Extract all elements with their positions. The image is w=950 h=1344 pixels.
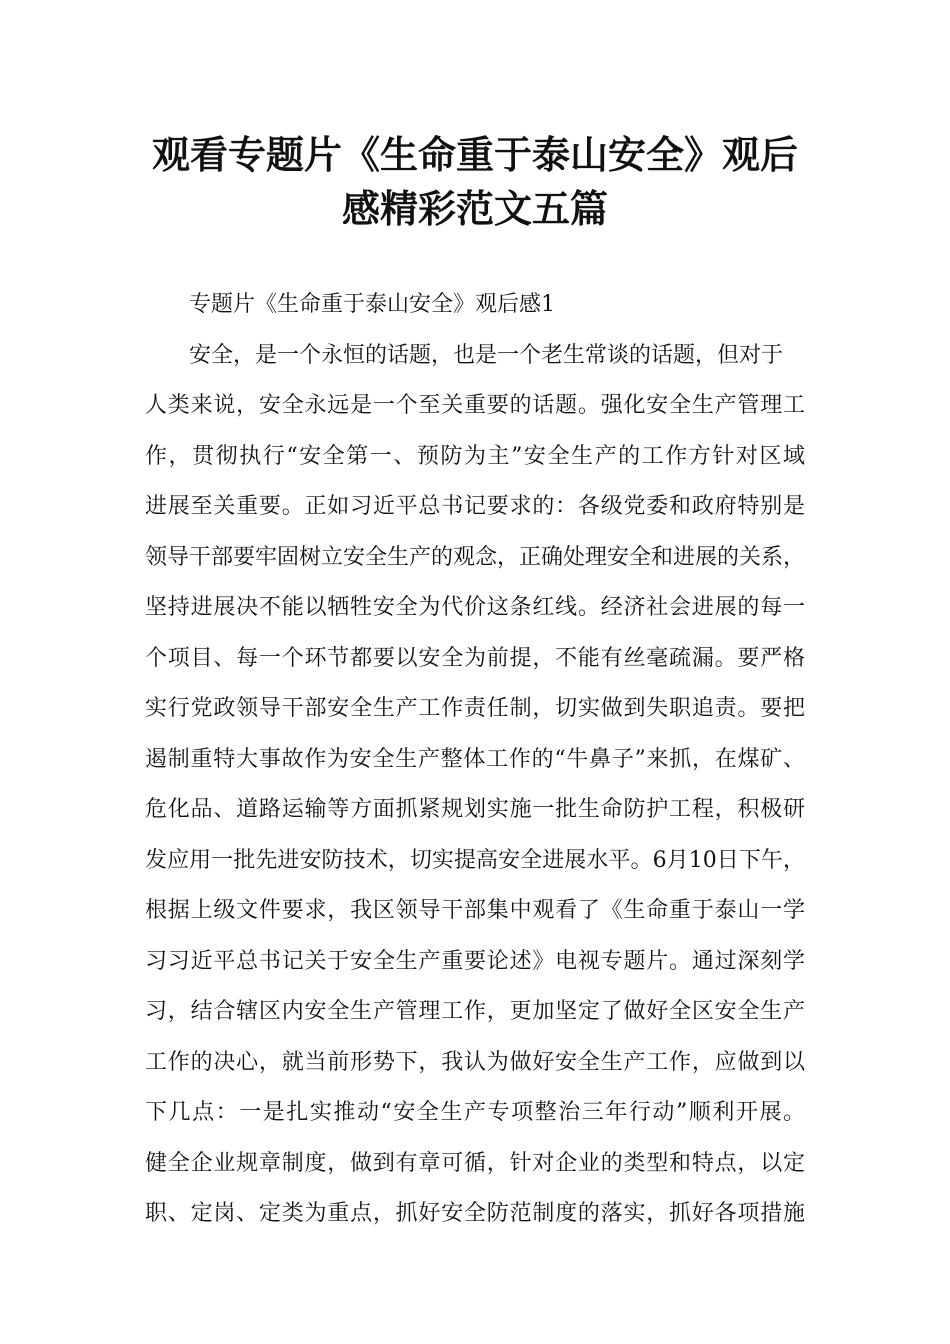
paragraph-line: 作，贯彻执行“安全第一、预防为主”安全生产的工作方针对区域 bbox=[145, 443, 805, 469]
paragraph-line: 健全企业规章制度，做到有章可循，针对企业的类型和特点，以定 bbox=[145, 1150, 805, 1176]
title-line-2: 感精彩范文五篇 bbox=[341, 187, 608, 231]
paragraph-line: 坚持进展决不能以牺牲安全为代价这条红线。经济社会进展的每一 bbox=[145, 595, 805, 620]
section-heading: 专题片《生命重于泰山安全》观后感1 bbox=[189, 292, 555, 317]
paragraph-line: 工作的决心，就当前形势下，我认为做好安全生产工作，应做到以 bbox=[145, 1049, 805, 1075]
document-body bbox=[145, 280, 805, 1240]
paragraph-line: 危化品、道路运输等方面抓紧规划实施一批生命防护工程，积极研 bbox=[145, 797, 805, 822]
paragraph-line: 习习近平总书记关于安全生产重要论述》电视专题片。通过深刻学 bbox=[145, 948, 805, 974]
paragraph-line: 下几点：一是扎实推动“安全生产专项整治三年行动”顺利开展。 bbox=[145, 1100, 805, 1125]
title-line-1: 观看专题片《生命重于泰山安全》观后 bbox=[151, 133, 798, 177]
paragraph-line: 习，结合辖区内安全生产管理工作，更加坚定了做好全区安全生产 bbox=[145, 999, 805, 1024]
paragraph-line: 进展至关重要。正如习近平总书记要求的：各级党委和政府特别是 bbox=[145, 494, 805, 519]
paragraph-line: 职、定岗、定类为重点，抓好安全防范制度的落实，抓好各项措施 bbox=[145, 1201, 805, 1226]
paragraph-line: 个项目、每一个环节都要以安全为前提，不能有丝毫疏漏。要严格 bbox=[145, 645, 805, 671]
paragraph-line: 发应用一批先进安防技术，切实提高安全进展水平。6月10日下午， bbox=[145, 847, 805, 873]
document-title bbox=[120, 128, 830, 236]
paragraph-line: 实行党政领导干部安全生产工作责任制，切实做到失职追责。要把 bbox=[145, 696, 805, 721]
paragraph-line: 安全，是一个永恒的话题，也是一个老生常谈的话题，但对于 bbox=[189, 342, 784, 368]
paragraph-line: 人类来说，安全永远是一个至关重要的话题。强化安全生产管理工 bbox=[145, 393, 805, 418]
paragraph-line: 遏制重特大事故作为安全生产整体工作的“牛鼻子”来抓，在煤矿、 bbox=[145, 746, 805, 772]
paragraph-line: 领导干部要牢固树立安全生产的观念，正确处理安全和进展的关系， bbox=[145, 544, 806, 570]
paragraph-line: 根据上级文件要求，我区领导干部集中观看了《生命重于泰山一学 bbox=[145, 898, 805, 923]
